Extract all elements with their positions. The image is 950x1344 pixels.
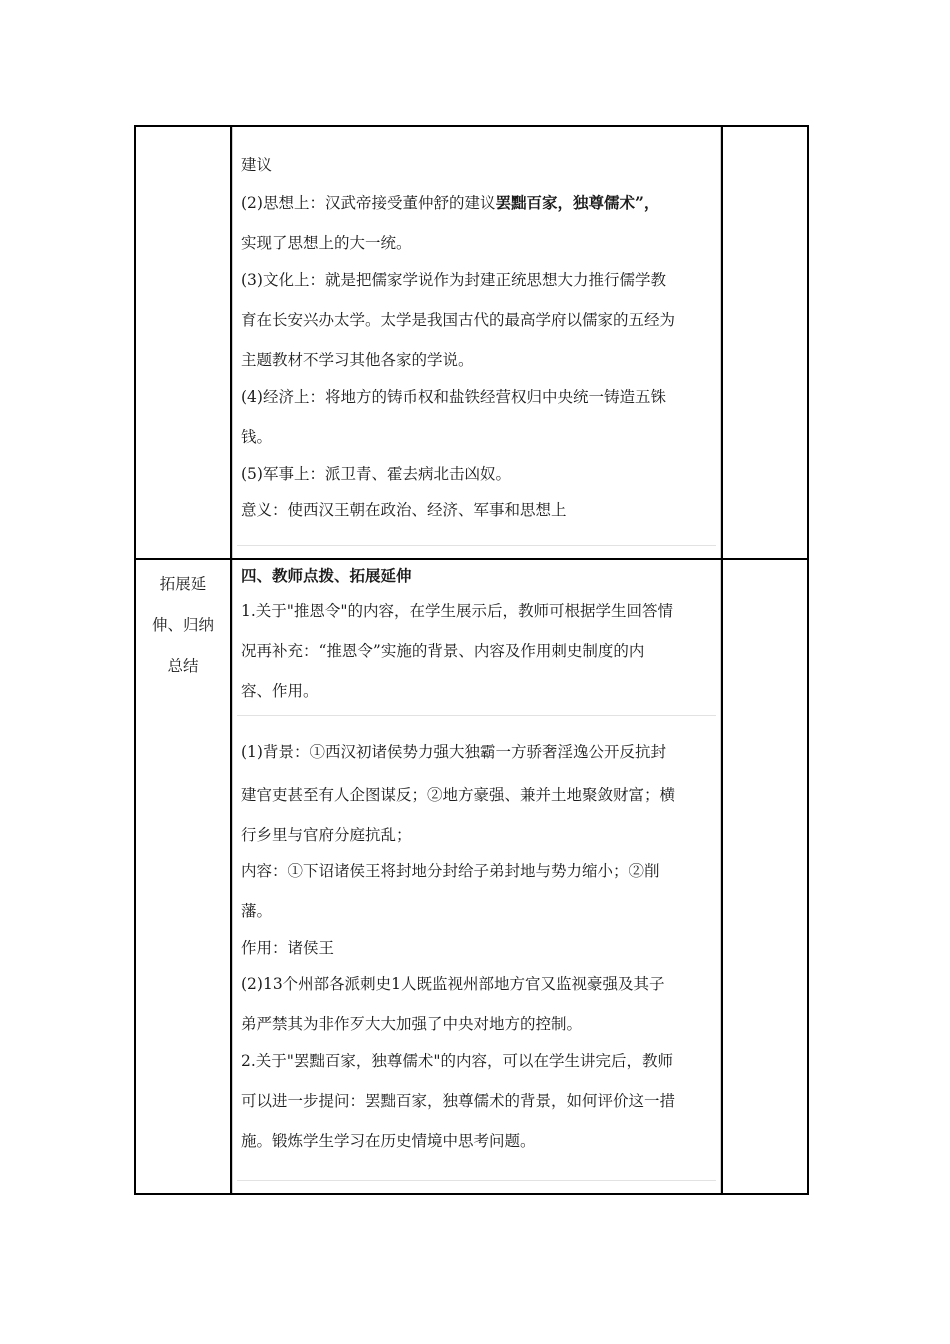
text-line: 育在长安兴办太学。太学是我国古代的最高学府以儒家的五经为 — [241, 311, 676, 329]
text-line: 2.关于"罢黜百家，独尊儒术"的内容，可以在学生讲完后，教师 — [241, 1051, 674, 1070]
text-line: 意义：使西汉王朝在政治、经济、军事和思想上 — [241, 501, 567, 519]
divider — [237, 545, 716, 546]
text-line: 内容：①下诏诸侯王将封地分封给子弟封地与势力缩小；②削 — [241, 861, 660, 880]
text-line: 建议 — [241, 156, 273, 174]
row1-label-cell — [135, 126, 231, 559]
section-heading: 四、教师点拨、拓展延伸 — [241, 565, 412, 585]
divider — [237, 1180, 716, 1181]
text-line: (2)13个州部各派刺史1人既监视州部地方官又监视豪强及其子 — [241, 974, 665, 993]
text-line: 弟严禁其为非作歹大大加强了中央对地方的控制。 — [241, 1014, 583, 1033]
row2-content-cell — [231, 559, 722, 1194]
bold-slogan: 罢黜百家，独尊儒术”， — [495, 193, 660, 212]
row1-notes-cell — [722, 126, 808, 559]
lesson-table — [134, 125, 809, 1195]
section-label: 拓展延 伸、归纳 总结 — [151, 574, 214, 675]
row1-content — [232, 127, 721, 558]
text-line: 作用：诸侯王 — [241, 938, 335, 957]
text-line: 行乡里与官府分庭抗乱； — [241, 825, 412, 844]
text-line: (2)思想上：汉武帝接受董仲舒的建议罢黜百家，独尊儒术”， — [241, 193, 660, 212]
text-line: (1)背景：①西汉初诸侯势力强大独霸一方骄奢淫逸公开反抗封 — [241, 742, 666, 761]
text-line: 实现了思想上的大一统。 — [241, 234, 412, 252]
table-row — [135, 126, 808, 559]
text-line: 1.关于"推恩令"的内容，在学生展示后，教师可根据学生回答情 — [241, 601, 674, 620]
text-line: (3)文化上：就是把儒家学说作为封建正统思想大力推行儒学教 — [241, 271, 666, 289]
row2-content — [232, 560, 721, 1193]
text-line: (4)经济上：将地方的铸币权和盐铁经营权归中央统一铸造五铢 — [241, 388, 666, 406]
row1-content-cell — [231, 126, 722, 559]
text-line: (5)军事上：派卫青、霍去病北击凶奴。 — [241, 465, 511, 483]
divider — [237, 715, 716, 716]
text-line: 藩。 — [241, 901, 273, 920]
text-line: 建官吏甚至有人企图谋反；②地方豪强、兼并土地聚敛财富；横 — [241, 785, 676, 804]
row2-label-cell — [135, 559, 231, 1194]
text-line: 施。锻炼学生学习在历史情境中思考问题。 — [241, 1131, 536, 1150]
text-line: 况再补充：“推恩令”实施的背景、内容及作用刺史制度的内 — [241, 641, 645, 660]
row2-notes-cell — [722, 559, 808, 1194]
text-line: 容、作用。 — [241, 681, 319, 700]
text-line: 钱。 — [241, 428, 273, 446]
table-row — [135, 559, 808, 1194]
text-line: 可以进一步提问：罢黜百家，独尊儒术的背景，如何评价这一措 — [241, 1091, 676, 1110]
text-line: 主题教材不学习其他各家的学说。 — [241, 351, 474, 369]
